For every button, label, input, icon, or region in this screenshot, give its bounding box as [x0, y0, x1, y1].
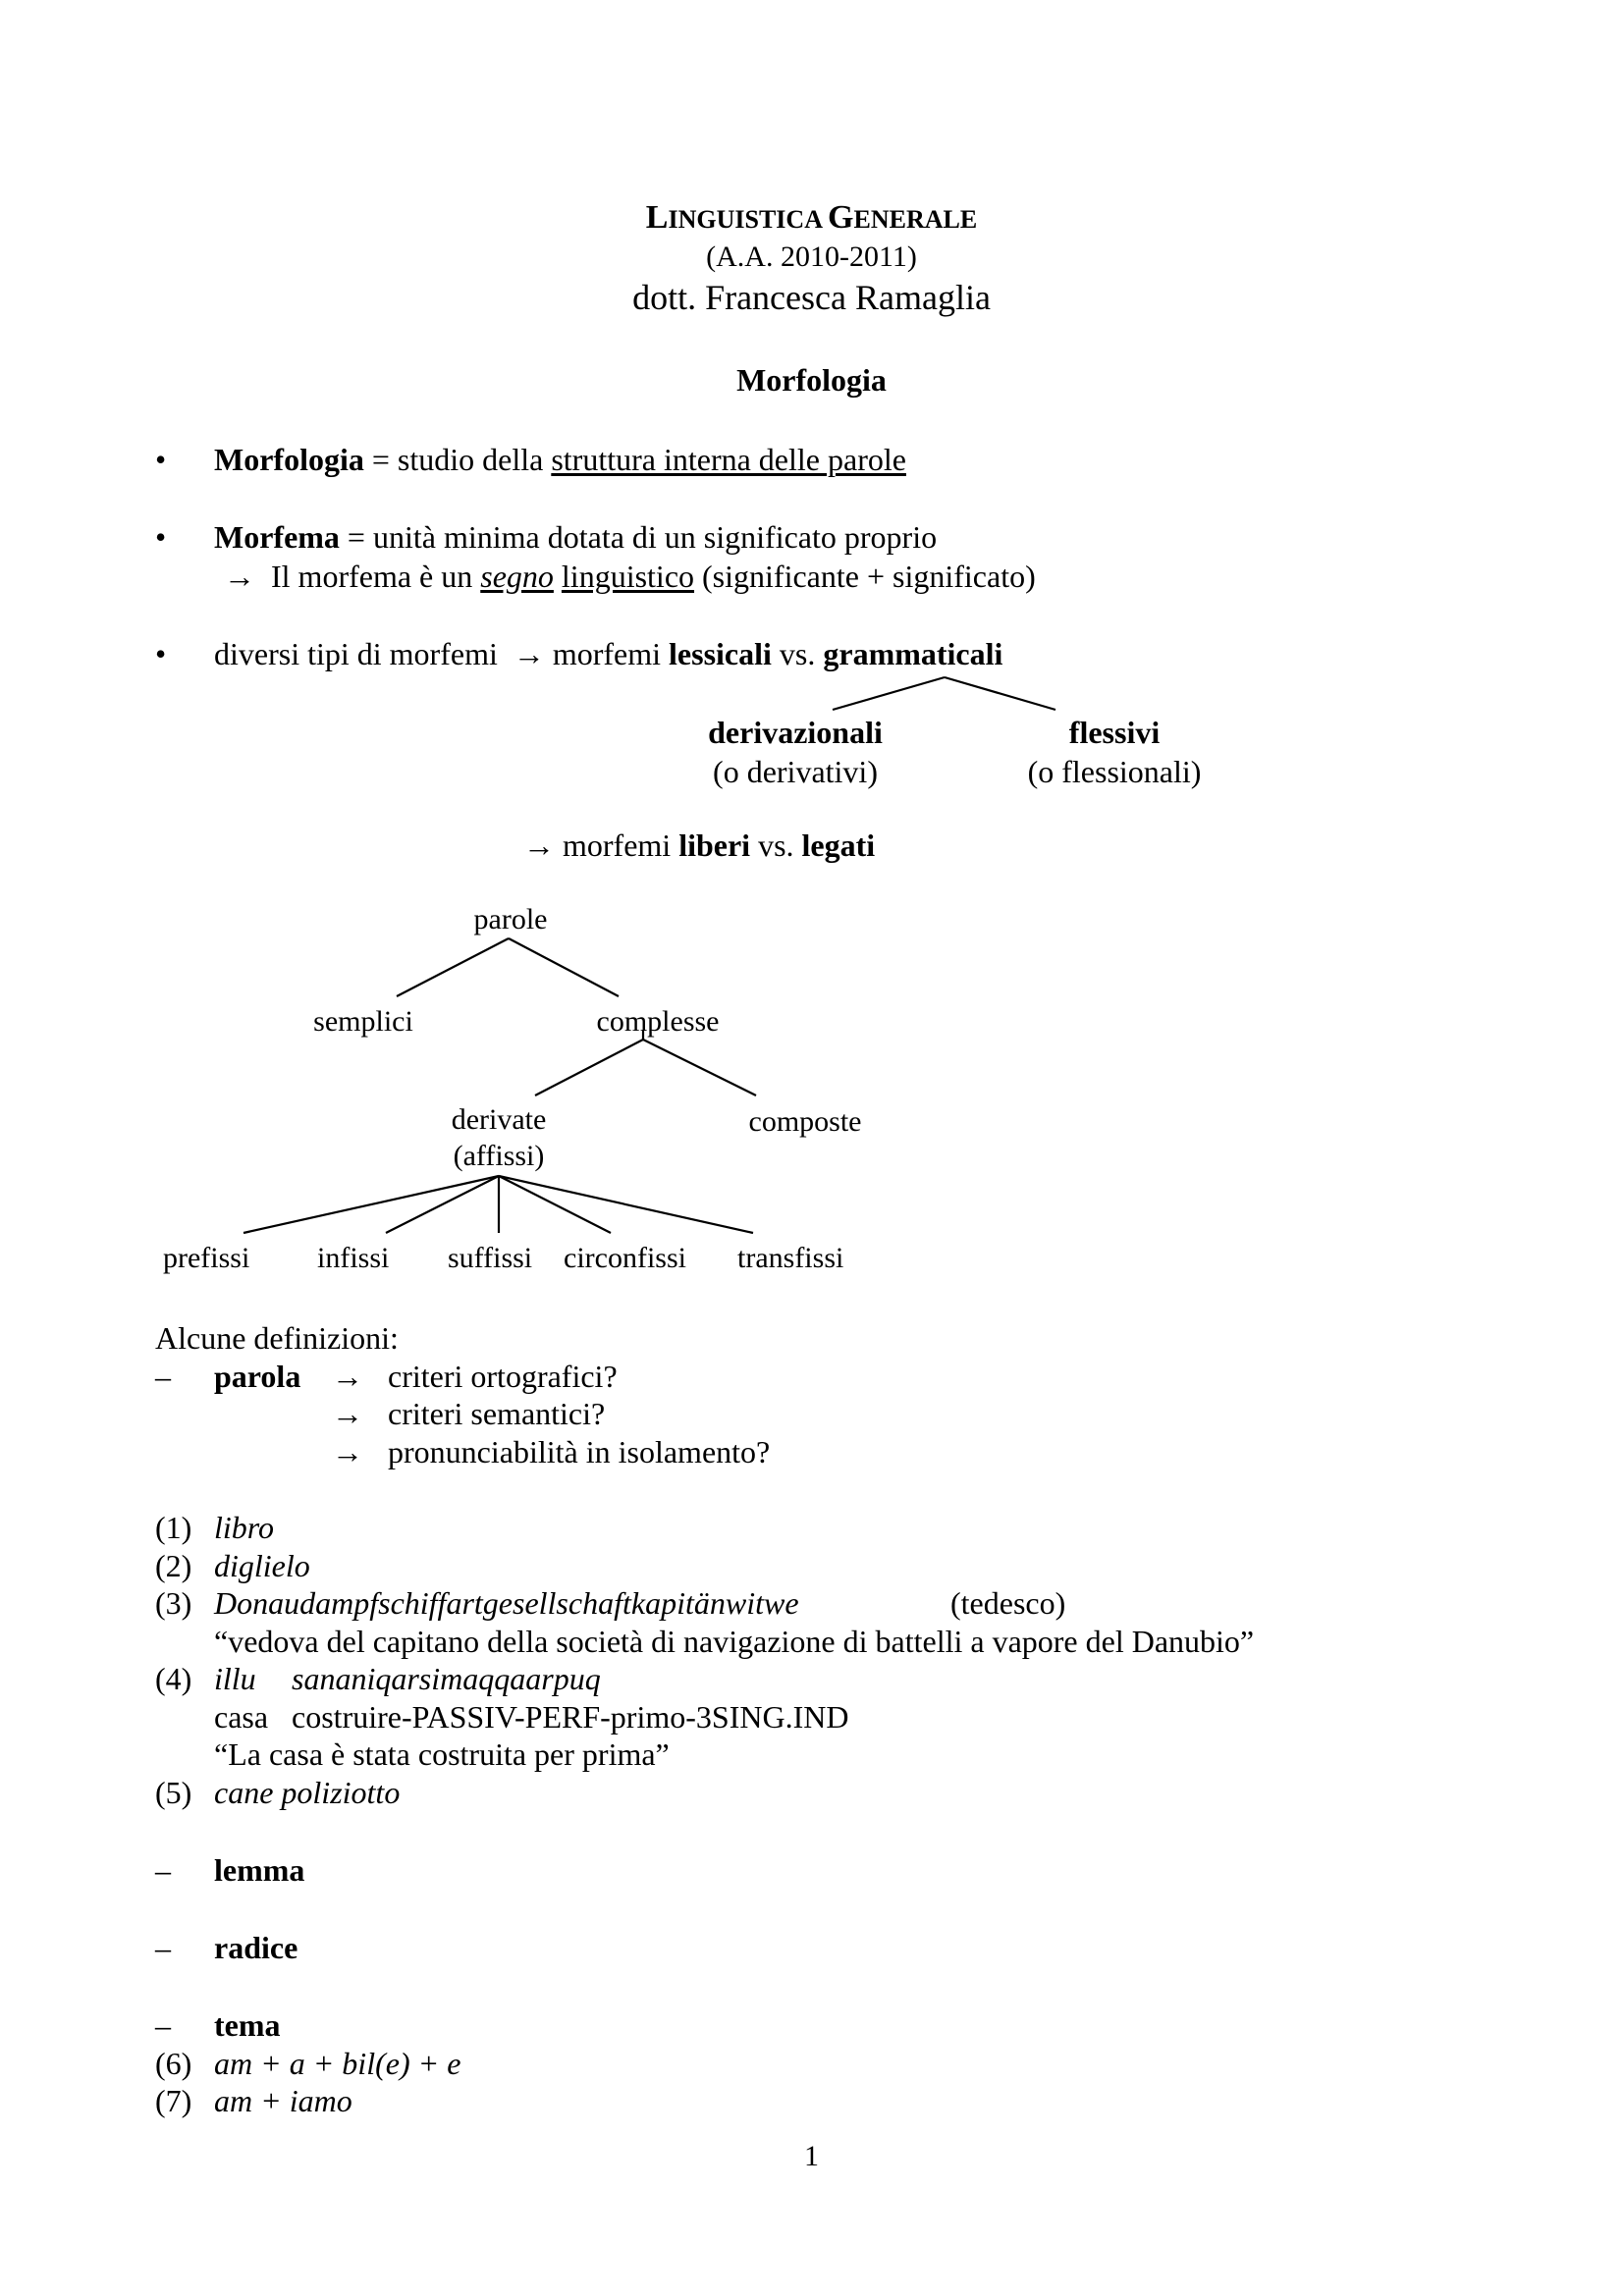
section-title: Morfologia: [736, 362, 887, 398]
def-text: = unità minima dotata di un significato proprio: [339, 519, 938, 555]
example-word: illu: [214, 1661, 256, 1696]
tree-leaf-infissi: infissi: [317, 1242, 390, 1274]
dash: –: [155, 2007, 171, 2043]
branch-line: [643, 1040, 756, 1095]
text: (significante + significato): [694, 559, 1036, 594]
example-number: (3): [155, 1585, 192, 1621]
tree-leaf-transfissi: transfissi: [737, 1242, 844, 1274]
bullet-marker: •: [155, 636, 167, 671]
author: dott. Francesca Ramaglia: [632, 278, 991, 317]
branch-line: [833, 677, 945, 710]
legati-word: legati: [801, 828, 876, 863]
tree-leaf-prefissi: prefissi: [163, 1242, 250, 1274]
tree-node-composte: composte: [748, 1105, 862, 1138]
term-morfologia: Morfologia: [214, 442, 364, 477]
dash: –: [155, 1930, 171, 1965]
vs-text: vs.: [771, 636, 824, 671]
tree-node-parole: parole: [473, 903, 548, 935]
example-text: cane poliziotto: [214, 1775, 401, 1810]
tree-node-derivate: derivate: [451, 1103, 547, 1136]
example-translation: “La casa è stata costruita per prima”: [214, 1736, 670, 1772]
example-number: (4): [155, 1661, 192, 1696]
grammaticali-word: grammaticali: [823, 636, 1003, 671]
title-rest-1: INGUISTICA: [668, 205, 829, 234]
example-gloss: “vedova del capitano della società di navigazione di battelli a vapore del Danubio”: [214, 1624, 1255, 1659]
arrow-icon: →: [332, 1359, 363, 1394]
term-parola: parola: [214, 1359, 301, 1394]
page-number: 1: [804, 2140, 819, 2172]
bullet-marker: •: [155, 519, 167, 555]
example-number: (7): [155, 2083, 192, 2118]
tree-node-semplici: semplici: [313, 1005, 413, 1038]
academic-year: (A.A. 2010-2011): [706, 240, 917, 273]
tree-leaf-circonfissi: circonfissi: [564, 1242, 686, 1274]
segno-word: segno: [480, 559, 554, 594]
text: → morfemi: [523, 828, 679, 863]
example-text: am + iamo: [214, 2083, 352, 2118]
example-gloss: costruire-PASSIV-PERF-primo-3SING.IND: [292, 1699, 849, 1735]
vs-text: vs.: [750, 828, 802, 863]
branch-line: [243, 1176, 499, 1233]
example-text: diglielo: [214, 1548, 310, 1583]
dash: –: [155, 1852, 171, 1888]
example-text: Donaudampfschiffartgesellschaftkapitänwitwe: [214, 1585, 799, 1621]
branch-line: [397, 938, 509, 996]
criterion: criteri semantici?: [388, 1396, 606, 1431]
example-number: (1): [155, 1510, 192, 1545]
label-derivativi: (o derivativi): [713, 754, 878, 789]
tree-node-complesse: complesse: [596, 1005, 720, 1038]
language-label: (tedesco): [950, 1585, 1066, 1621]
definitions-intro: Alcune definizioni:: [155, 1320, 399, 1356]
branch-line: [499, 1176, 753, 1233]
liberi-word: liberi: [678, 828, 751, 863]
linguistico-word: linguistico: [561, 559, 695, 594]
tree-node-affissi: (affissi): [453, 1140, 545, 1172]
title-rest-2: ENERALE: [853, 205, 978, 234]
underlined-phrase: struttura interna delle parole: [551, 442, 906, 477]
branch-line: [509, 938, 619, 996]
example-text: libro: [214, 1510, 275, 1545]
bullet-marker: •: [155, 442, 167, 477]
arrow-icon: →: [332, 1434, 363, 1469]
term-radice: radice: [214, 1930, 298, 1965]
arrow-icon: →: [332, 1396, 363, 1431]
example-number: (6): [155, 2046, 192, 2081]
example-number: (5): [155, 1775, 192, 1810]
text: diversi tipi di morfemi → morfemi: [214, 636, 670, 671]
branch-line: [386, 1176, 499, 1233]
branch-line: [945, 677, 1055, 710]
branch-line: [499, 1176, 611, 1233]
lessicali-word: lessicali: [669, 636, 772, 671]
example-gloss: casa: [214, 1699, 269, 1735]
title-initial-l: L: [645, 199, 669, 236]
def-text: = studio della: [363, 442, 552, 477]
title-initial-g: G: [828, 199, 854, 236]
branch-line: [535, 1040, 643, 1095]
term-tema: tema: [214, 2007, 281, 2043]
example-word: sananiqarsimaqqaarpuq: [292, 1661, 601, 1696]
criterion: criteri ortografici?: [388, 1359, 618, 1394]
example-text: am + a + bil(e) + e: [214, 2046, 461, 2081]
tree-leaf-suffissi: suffissi: [448, 1242, 533, 1274]
arrow-icon: →: [224, 559, 255, 594]
dash: –: [155, 1359, 171, 1394]
label-flessionali: (o flessionali): [1027, 754, 1202, 789]
term-morfema: Morfema: [214, 519, 340, 555]
criterion: pronunciabilità in isolamento?: [388, 1434, 771, 1469]
label-derivazionali: derivazionali: [708, 715, 883, 750]
example-number: (2): [155, 1548, 192, 1583]
text: Il morfema è un: [271, 559, 481, 594]
label-flessivi: flessivi: [1068, 715, 1161, 750]
term-lemma: lemma: [214, 1852, 305, 1888]
